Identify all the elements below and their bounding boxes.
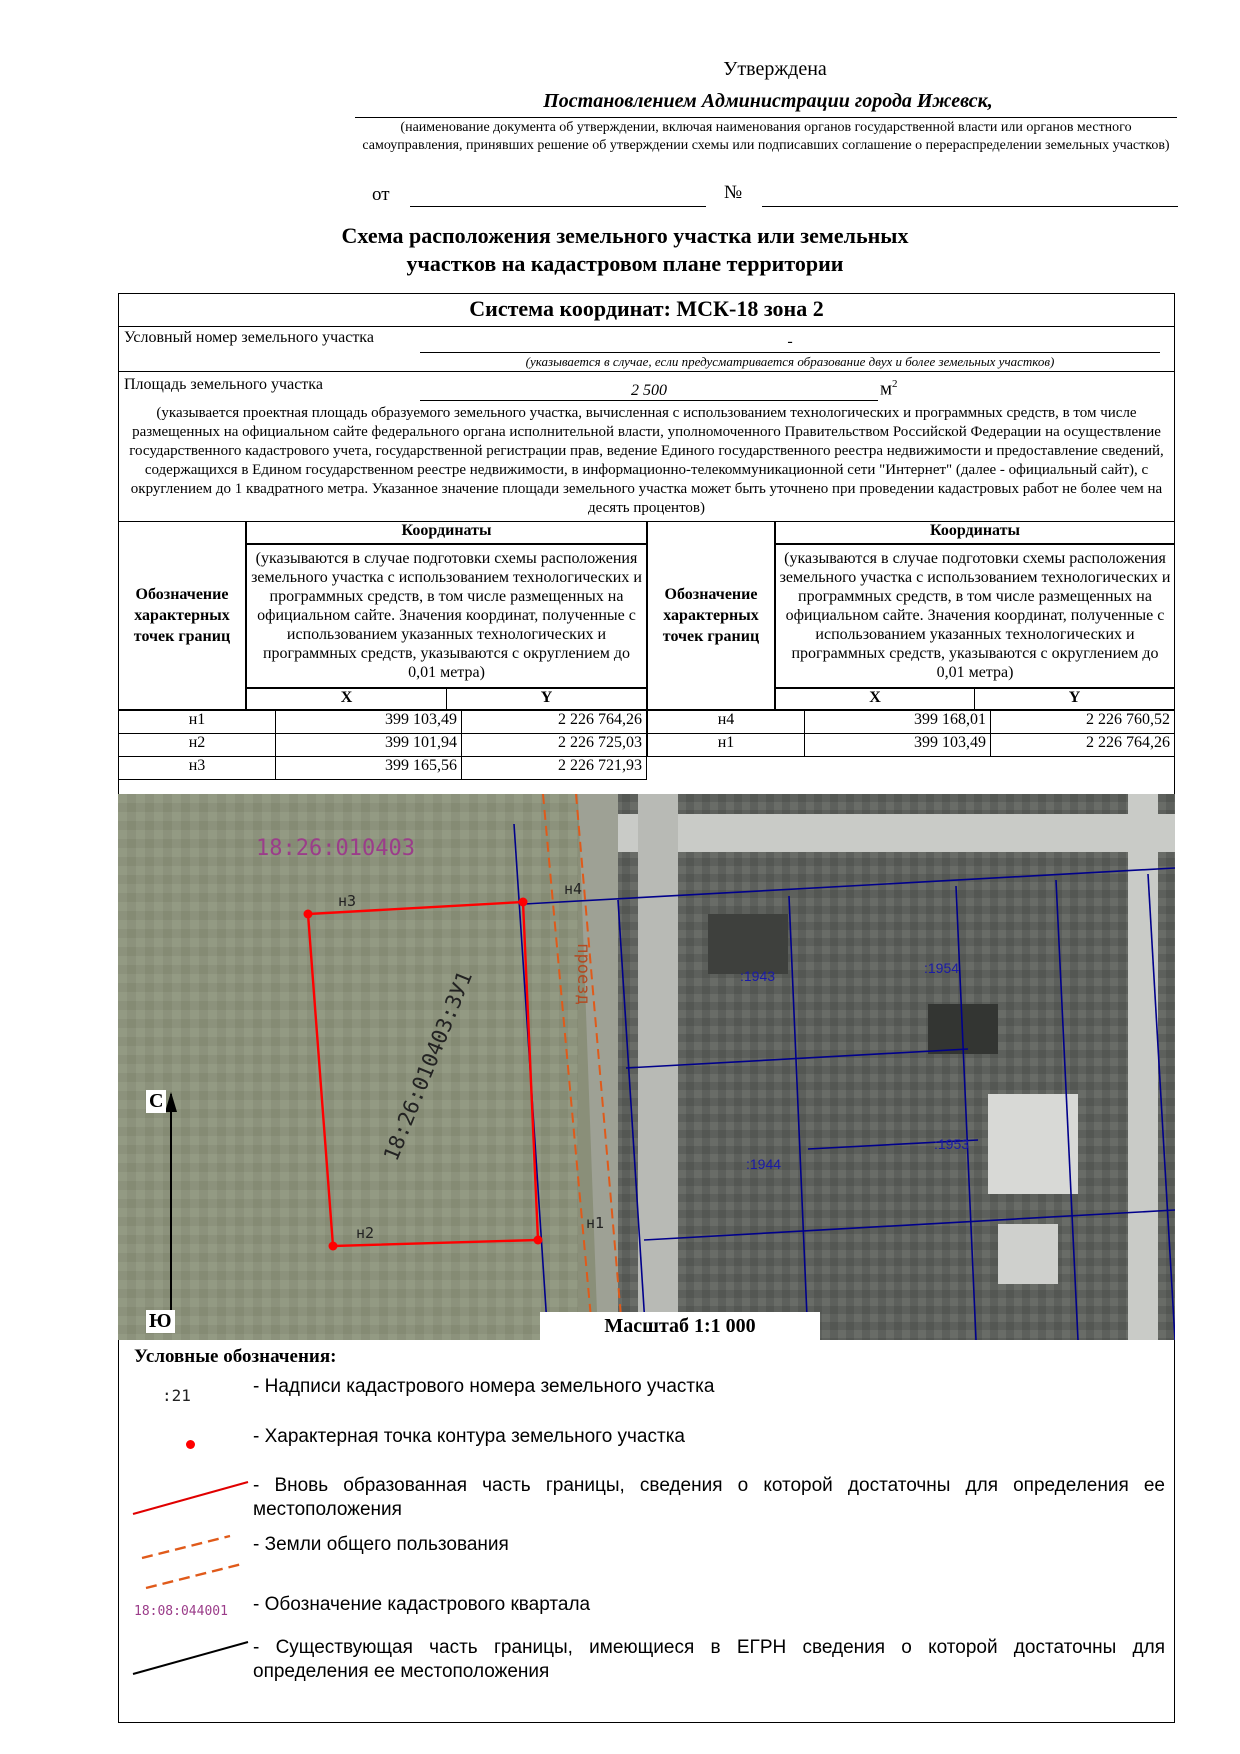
coord-system-title: Система координат: МСК-18 зона 2: [469, 296, 824, 321]
number-label: №: [724, 182, 743, 203]
scale-label: Масштаб 1:1 000: [540, 1312, 820, 1340]
table-row-x: 399 103,49: [804, 733, 991, 757]
area-unit: [880, 378, 898, 400]
point-n3: [304, 910, 313, 919]
approved-label: Утверждена: [723, 58, 827, 80]
coords-note-right: (указываются в случае подготовки схемы расположения земельного участка с использованием технологических и программных средств, в том числе размещенных на официальном сайте. Значения координат, полученные с использованием указанных технологических и программных средств, указываются с округлением до 0,01 метра): [775, 544, 1175, 688]
quarter-label: 18:26:010403: [256, 836, 415, 861]
coords-header-right: Координаты: [775, 521, 1175, 544]
legend-sample-number: :21: [162, 1386, 191, 1405]
parcel-label: 18:26:010403:ЗУ1: [378, 967, 478, 1165]
north-arrow: [130, 1082, 177, 1332]
area-underline: [420, 400, 878, 401]
title-line-2: участков на кадастровом плане территории: [406, 251, 844, 276]
legend-item: - Обозначение кадастрового квартала: [253, 1594, 591, 1615]
building: [998, 1224, 1058, 1284]
table-row-x: 399 168,01: [804, 710, 991, 734]
point-n2: [329, 1242, 338, 1251]
approval-decree: Постановлением Администрации города Ижевск,: [543, 90, 993, 112]
table-row-y: 2 226 764,26: [461, 710, 647, 734]
table-row-point: н4: [647, 710, 805, 734]
parcel-number: :1953: [934, 1136, 970, 1152]
coord-system-divider: [118, 326, 1175, 327]
legend-sample-quarter: 18:08:044001: [134, 1604, 228, 1619]
building: [708, 914, 788, 974]
parcel-number: :1944: [746, 1156, 782, 1172]
area-label: Площадь земельного участка: [124, 376, 323, 393]
legend-item: - Существующая часть границы, имеющиеся в ЕГРН сведения о которой достаточны для определения ее местоположения: [253, 1637, 1165, 1682]
table-row-y: 2 226 764,26: [990, 733, 1175, 757]
point-header-left-text: Обозначение характерных точек границ: [133, 586, 231, 645]
legend-item: - Вновь образованная часть границы, сведения о которой достаточны для определения ее местоположения: [253, 1475, 1165, 1520]
area-unit-sup: 2: [892, 378, 898, 390]
table-row-point: н1: [647, 733, 805, 757]
field-area: [118, 794, 578, 1340]
street-vertical: [1128, 794, 1158, 1340]
legend-new-boundary-icon: [130, 1478, 250, 1518]
table-row-y: 2 226 721,93: [461, 756, 647, 780]
table-row-x: 399 103,49: [275, 710, 462, 734]
conditional-number-label: Условный номер земельного участка: [124, 329, 374, 346]
point-n1: [534, 1236, 543, 1245]
point-label-n3: н3: [338, 892, 357, 910]
legend-existing-boundary-icon: [130, 1638, 250, 1678]
point-label-n4: н4: [564, 880, 583, 898]
street-horizontal: [618, 814, 1175, 852]
table-row-y: 2 226 760,52: [990, 710, 1175, 734]
parcel-number: :1954: [924, 960, 960, 976]
coords-header-left: Координаты: [246, 521, 647, 544]
table-row-y: 2 226 725,03: [461, 733, 647, 757]
point-header-right-text: Обозначение характерных точек границ: [662, 586, 760, 645]
legend-item: - Надписи кадастрового номера земельного участка: [253, 1376, 715, 1397]
area-note: (указывается проектная площадь образуемого земельного участка, вычисленная с использованием технологических и программных средств, в том числе размещенных на официальном сайте федерального органа исполнительной власти, уполномоченного Правительством Российской Федерации на осуществление государственного кадастрового учета, государственной регистрации прав, ведение Единого государственного реестра недвижимости и предоставление сведений, содержащихся в Едином государственном реестре недвижимости, в информационно-телекоммуникационной сети "Интернет" (далее - официальный сайт), с округлением до 1 квадратного метра. Указанное значение площади земельного участка может быть уточнено при проведении кадастровых работ не более чем на десять процентов): [129, 405, 1164, 516]
title-line-1: Схема расположения земельного участка или земельных: [341, 223, 909, 248]
table-row-point: н3: [118, 756, 276, 780]
south-label: Ю: [146, 1310, 175, 1333]
decree-underline: [355, 117, 1177, 118]
legend-point-icon: [186, 1440, 195, 1449]
legend-public-land-icon: [138, 1528, 248, 1592]
point-header-right: [647, 521, 775, 710]
point-label-n1: н1: [586, 1214, 605, 1232]
divider-2: [118, 371, 1175, 372]
area-value: 2 500: [631, 382, 667, 399]
decree-note: (наименование документа об утверждении, включая наименования органов государственной власти или органов местного самоуправления, принявших решение об утверждении схемы или подписавших соглашение о перераспределении земельных участков): [362, 120, 1170, 153]
conditional-number-underline: [420, 352, 1160, 353]
document-title: [200, 222, 1050, 278]
conditional-number-value: -: [787, 333, 793, 350]
point-label-n2: н2: [356, 1224, 375, 1242]
legend-item: - Земли общего пользования: [253, 1534, 509, 1555]
legend-title: Условные обозначения:: [134, 1346, 337, 1367]
table-row-point: н2: [118, 733, 276, 757]
date-field-line: [410, 206, 706, 207]
coords-note-left: (указываются в случае подготовки схемы расположения земельного участка с использованием технологических и программных средств, в том числе размещенных на официальном сайте. Значения координат, полученные с использованием указанных технологических и программных средств, указываются с округлением до 0,01 метра): [246, 544, 647, 688]
north-label: С: [146, 1090, 166, 1113]
date-label: от: [372, 184, 390, 205]
area-unit-text: м: [880, 378, 893, 400]
building: [988, 1094, 1078, 1194]
legend-item: - Характерная точка контура земельного участка: [253, 1426, 685, 1447]
y-header-right: Y: [974, 688, 1175, 710]
x-header-left: X: [246, 688, 447, 710]
y-header-left: Y: [446, 688, 647, 710]
table-row-x: 399 101,94: [275, 733, 462, 757]
number-field-line: [762, 206, 1178, 207]
point-header-left: [118, 521, 246, 710]
table-row-x: 399 165,56: [275, 756, 462, 780]
cadastral-map: [118, 794, 1175, 1340]
table-row-point: н1: [118, 710, 276, 734]
residential-area: [618, 794, 1175, 1340]
conditional-number-note: (указывается в случае, если предусматривается образование двух и более земельных участков): [525, 354, 1055, 369]
map-svg: [118, 794, 1175, 1340]
parcel-number: :1943: [740, 968, 776, 984]
road-label: проезд: [573, 943, 593, 1005]
point-n4: [519, 898, 528, 907]
x-header-right: X: [775, 688, 975, 710]
